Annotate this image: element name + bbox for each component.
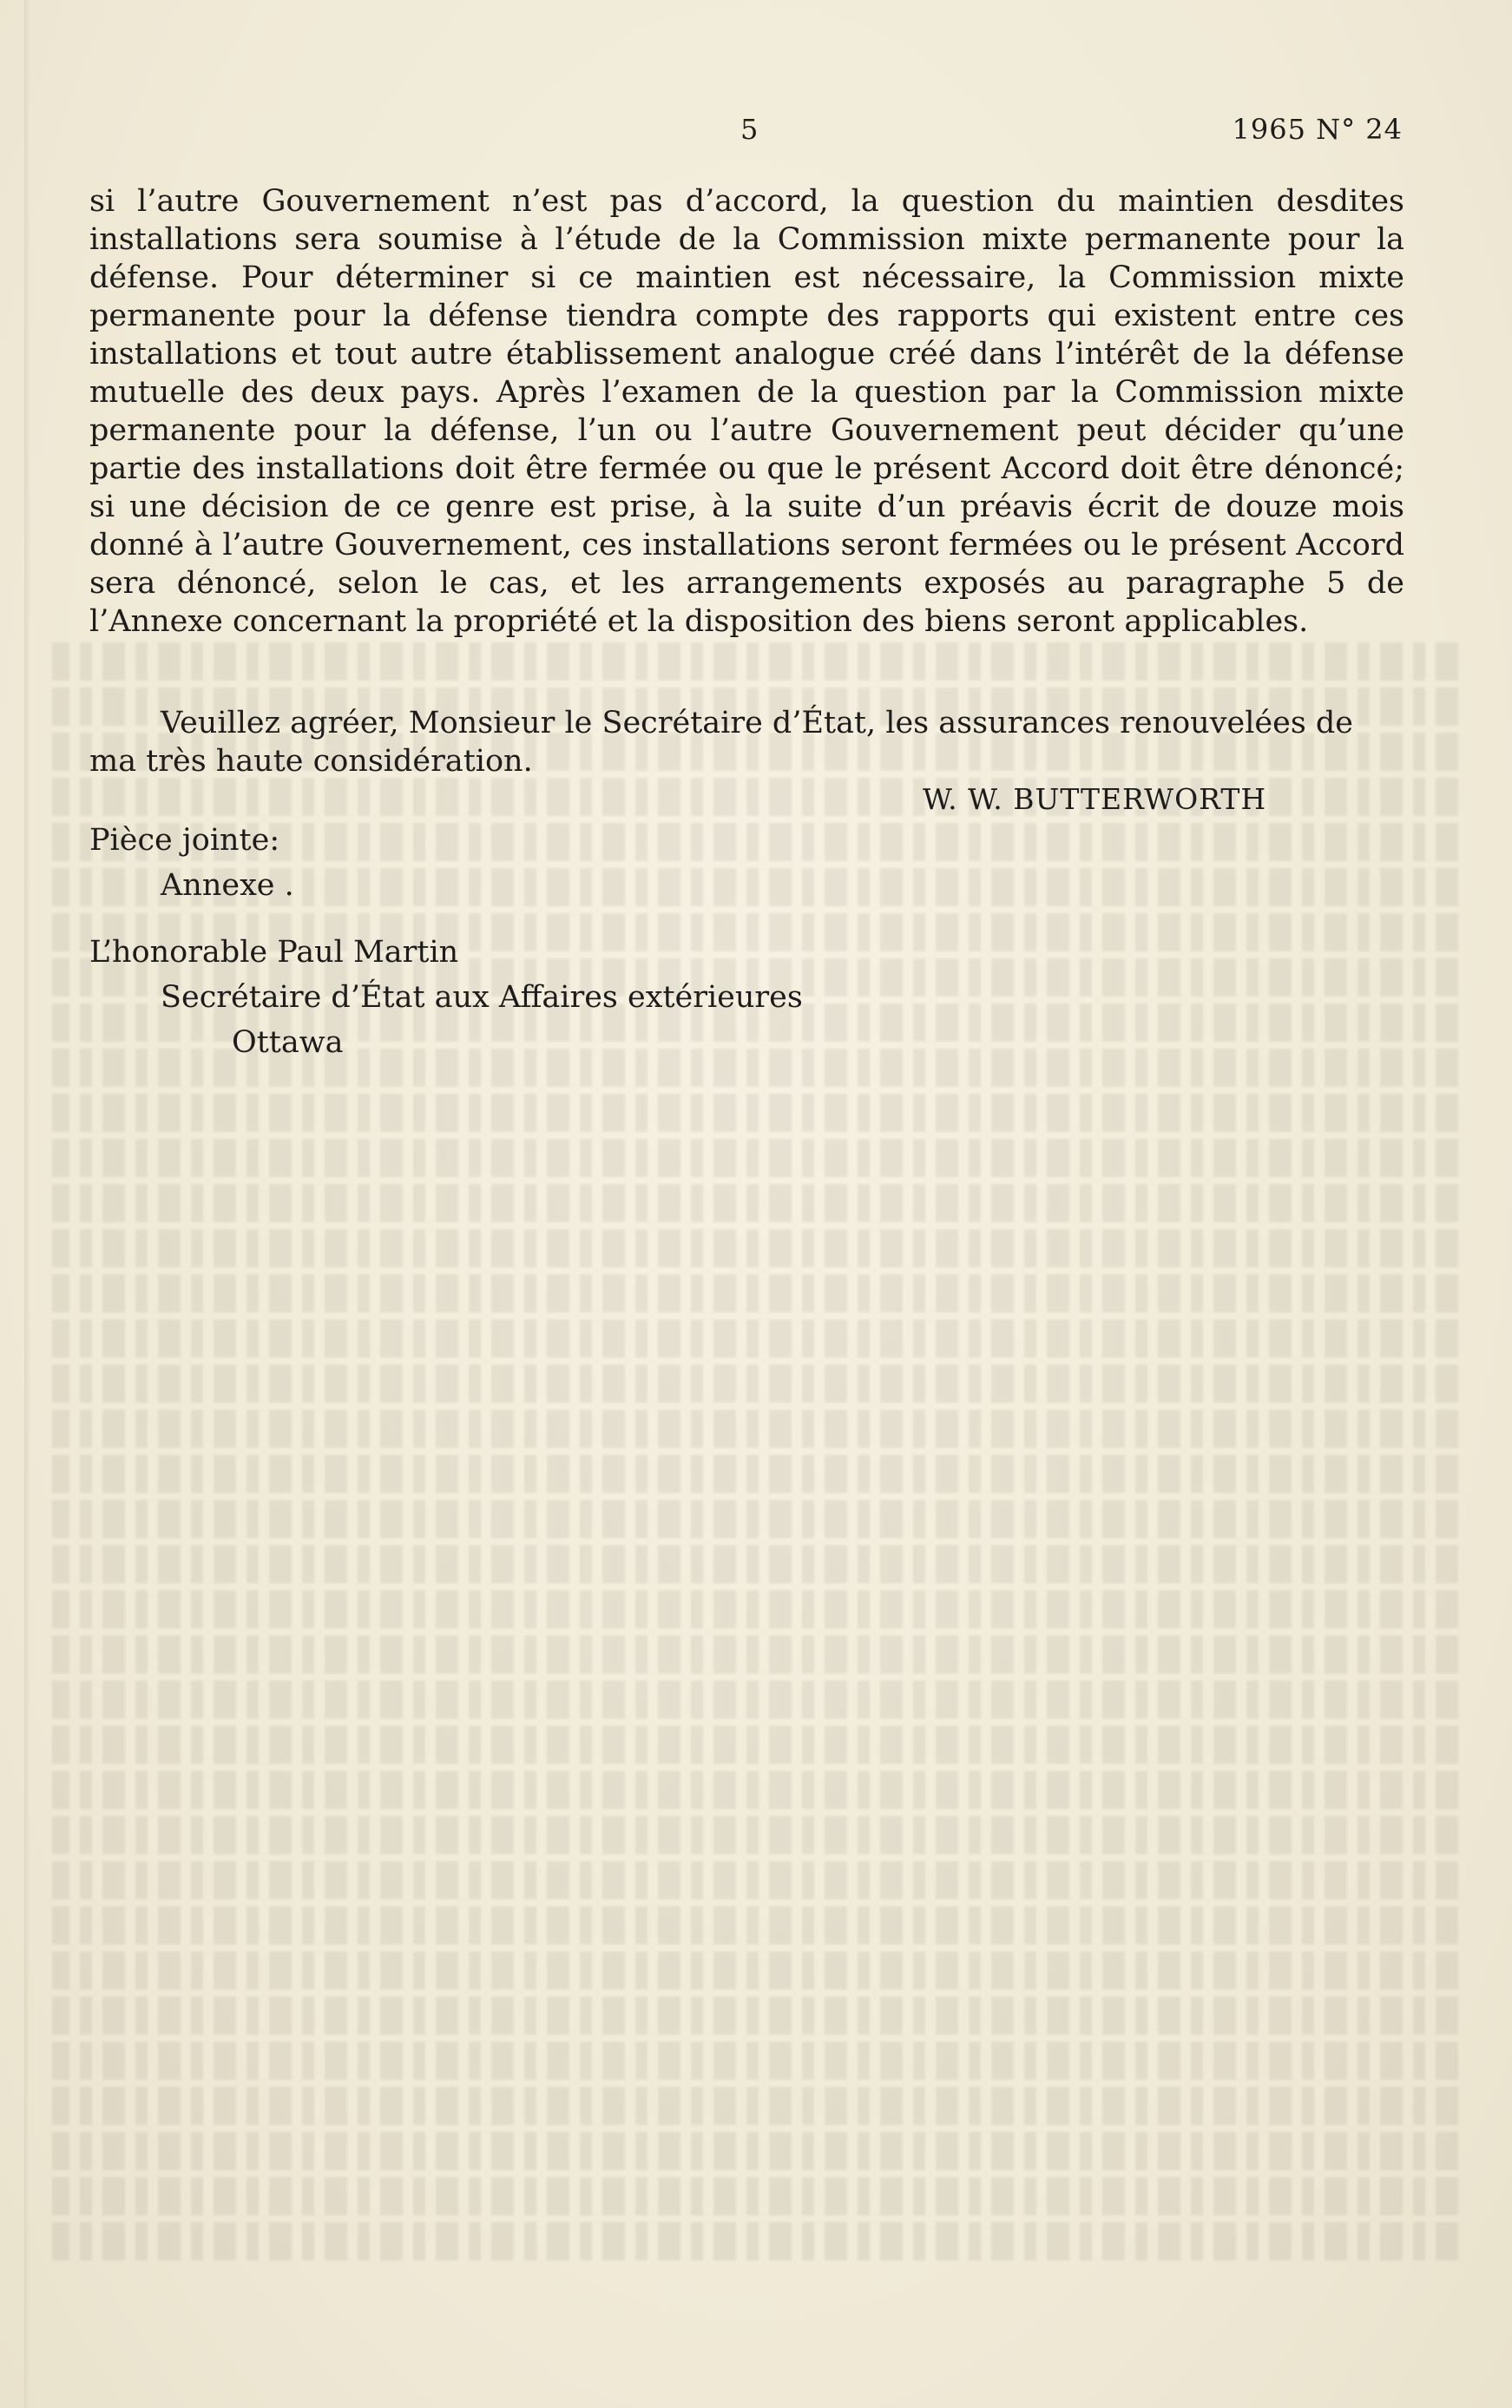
closing-formula <box>89 704 1404 780</box>
addressee-title: Secrétaire d’État aux Affaires extérieures <box>161 980 803 1015</box>
addressee-name: L’honorable Paul Martin <box>89 935 459 970</box>
body-paragraph: si l’autre Gouvernement n’est pas d’accord, la question du maintien desdites installations sera soumise à l’étude de la Commission mixte permanente pour la défense. Pour déterminer si ce maintien est nécessaire, la Commission mixte permanente pour la défense tiendra compte des rapports qui existent entre ces installations et tout autre établissement analogue créé dans l’intérêt de la défense mutuelle des deux pays. Après l’examen de la question par la Commission mixte permanente pour la défense, l’un ou l’autre Gouvernement peut décider qu’une partie des installations doit être fermée ou que le présent Accord doit être dénoncé; si une décision de ce genre est prise, à la suite d’un préavis écrit de douze mois donné à l’autre Gouvernement, ces installations seront fermées ou le présent Accord sera dénoncé, selon le cas, et les arrangements exposés au paragraphe 5 de l’Annexe concernant la propriété et la disposition des biens seront applicables. <box>89 184 1404 639</box>
addressee-city: Ottawa <box>232 1025 344 1060</box>
binding-edge <box>24 0 30 2408</box>
enclosure-label: Pièce jointe: <box>89 823 280 858</box>
signature-name: W. W. BUTTERWORTH <box>923 782 1267 816</box>
page-number: 5 <box>740 113 759 146</box>
closing-text: Veuillez agréer, Monsieur le Secrétaire d’État, les assurances renouvelées de ma très haute considération. <box>89 706 1354 779</box>
enclosure-item: Annexe . <box>161 868 294 903</box>
issue-reference: 1965 N° 24 <box>1232 113 1403 146</box>
